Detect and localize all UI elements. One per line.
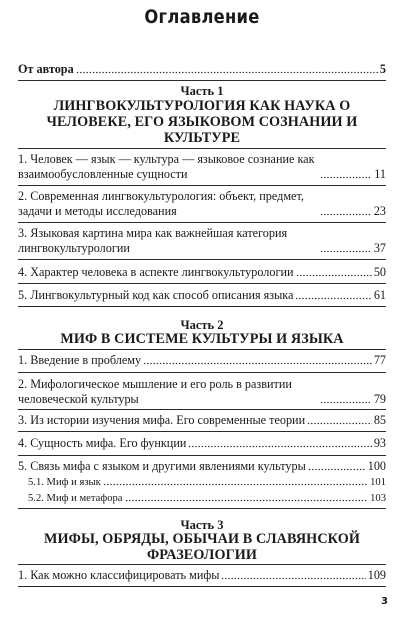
toc-entry[interactable] xyxy=(18,436,386,451)
toc-entry-page: 100 xyxy=(367,459,386,473)
toc-entry-label: 1. Как можно классифицировать мифы xyxy=(18,568,220,582)
divider xyxy=(18,564,386,565)
toc-entry-label: 4. Характер человека в аспекте лингвокультурологии xyxy=(18,265,294,279)
toc-entry-page: 109 xyxy=(367,568,386,582)
toc-entry-label: 3. Языковая картина мира как важнейшая категория лингвокультурологии xyxy=(18,226,288,255)
divider xyxy=(18,259,386,260)
divider xyxy=(18,349,386,350)
toc-entry-label: 2. Мифологическое мышление и его роль в развитии человеческой культуры xyxy=(18,377,292,406)
toc-entry-page: 23 xyxy=(373,204,386,218)
toc-entry-label: 1. Введение в проблему xyxy=(18,353,142,367)
toc-entry[interactable] xyxy=(18,568,386,583)
toc-entry-page: 103 xyxy=(370,493,386,504)
toc-entry[interactable] xyxy=(18,377,386,407)
divider xyxy=(18,455,386,456)
toc-entry-label: 2. Современная лингвокультурология: объект, предмет, задачи и методы исследования xyxy=(18,189,304,218)
dot-leader xyxy=(320,176,372,179)
dot-leader xyxy=(296,274,372,277)
dot-leader xyxy=(188,445,371,448)
toc-entry-page: 5 xyxy=(379,62,386,76)
divider xyxy=(18,372,386,373)
toc-entry[interactable] xyxy=(18,413,386,428)
dot-leader xyxy=(320,250,372,253)
dot-leader xyxy=(143,362,372,365)
toc-subentry[interactable] xyxy=(28,476,386,489)
divider xyxy=(18,431,386,432)
toc-entry-page: 11 xyxy=(374,167,386,181)
toc-entry[interactable] xyxy=(18,189,386,219)
part-label: Часть 3 xyxy=(180,518,224,532)
dot-leader xyxy=(320,401,372,404)
toc-entry-foreword[interactable] xyxy=(18,62,386,77)
dot-leader xyxy=(221,577,365,580)
toc-entry[interactable] xyxy=(18,226,386,256)
toc-entry-page: 37 xyxy=(373,241,386,255)
dot-leader xyxy=(76,71,378,74)
toc-entry[interactable] xyxy=(18,288,386,303)
toc-entry-label: 5. Лингвокультурный код как способ описания языка xyxy=(18,288,294,302)
toc-entry-label: 4. Сущность мифа. Его функции xyxy=(18,436,187,450)
part-title: МИФЫ, ОБРЯДЫ, ОБЫЧАИ В СЛАВЯНСКОЙ ФРАЗЕОЛОГИИ xyxy=(44,531,360,563)
toc-entry-page: 101 xyxy=(370,477,386,488)
part-label: Часть 1 xyxy=(180,84,224,98)
toc-entry-label: От автора xyxy=(18,62,74,76)
toc-entry-label: 5.2. Миф и метафора xyxy=(28,493,123,504)
divider xyxy=(18,409,386,410)
toc-entry-page: 85 xyxy=(373,413,386,427)
toc-entry-label: 1. Человек — язык — культура — языковое сознание как взаимообусловленные сущности xyxy=(18,152,315,181)
toc-entry-label: 3. Из истории изучения мифа. Его современные теории xyxy=(18,413,306,427)
dot-leader xyxy=(103,483,368,486)
toc-entry[interactable] xyxy=(18,265,386,280)
dot-leader xyxy=(320,213,372,216)
toc-entry[interactable] xyxy=(18,353,386,368)
divider xyxy=(18,306,386,307)
page-title: Оглавление xyxy=(144,6,260,28)
toc-subentry[interactable] xyxy=(28,492,386,505)
divider xyxy=(18,148,386,149)
toc-entry-page: 61 xyxy=(373,288,386,302)
page-number: 3 xyxy=(381,596,388,607)
divider xyxy=(18,283,386,284)
toc-entry-page: 77 xyxy=(373,353,386,367)
dot-leader xyxy=(307,422,372,425)
divider xyxy=(18,222,386,223)
part-title: МИФ В СИСТЕМЕ КУЛЬТУРЫ И ЯЗЫКА xyxy=(60,331,344,347)
dot-leader xyxy=(295,297,371,300)
divider xyxy=(18,586,386,587)
dot-leader xyxy=(125,499,369,502)
divider xyxy=(18,185,386,186)
toc-entry-page: 93 xyxy=(373,436,386,450)
toc-entry-page: 79 xyxy=(373,392,386,406)
toc-entry-label: 5. Связь мифа с языком и другими явлениями культуры xyxy=(18,459,306,473)
toc-entry[interactable] xyxy=(18,152,386,182)
part-title: ЛИНГВОКУЛЬТУРОЛОГИЯ КАК НАУКА О ЧЕЛОВЕКЕ, ЕГО ЯЗЫКОВОМ СОЗНАНИИ И КУЛЬТУРЕ xyxy=(46,98,358,146)
toc-entry-label: 5.1. Миф и язык xyxy=(28,477,101,488)
toc-entry-page: 50 xyxy=(373,265,386,279)
divider xyxy=(18,80,386,81)
toc-entry[interactable] xyxy=(18,459,386,474)
part-label: Часть 2 xyxy=(180,318,224,332)
dot-leader xyxy=(308,468,366,471)
divider xyxy=(18,508,386,509)
